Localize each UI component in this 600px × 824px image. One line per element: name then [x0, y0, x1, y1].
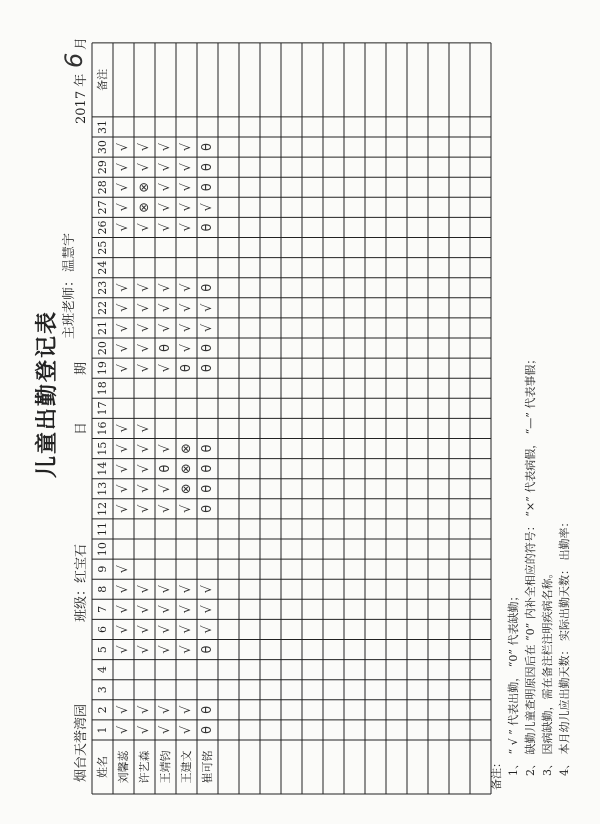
day-header: 30 [96, 140, 109, 155]
attendance-mark: √ [116, 303, 131, 313]
attendance-mark: ⊗ [179, 443, 194, 455]
day-header: 21 [96, 320, 109, 335]
attendance-mark: θ [200, 705, 215, 714]
day-header: 18 [96, 381, 109, 396]
attendance-mark: θ [200, 223, 215, 232]
attendance-mark: √ [116, 142, 131, 152]
day-header: 7 [96, 605, 109, 613]
day-header: 19 [96, 361, 109, 376]
day-header: 8 [96, 585, 109, 593]
attendance-mark: √ [137, 605, 152, 614]
attendance-mark: θ [200, 183, 215, 192]
attendance-mark: √ [179, 303, 194, 313]
attendance-mark: √ [137, 142, 152, 152]
attendance-mark: √ [137, 504, 152, 514]
attendance-mark: √ [158, 725, 173, 735]
student-name: 崔可铭 [201, 750, 214, 784]
attendance-mark: θ [200, 464, 215, 473]
attendance-mark: √ [137, 705, 152, 715]
day-header: 2 [96, 706, 109, 714]
attendance-mark: √ [179, 203, 194, 212]
attendance-mark: √ [200, 203, 215, 212]
day-header: 6 [96, 625, 109, 633]
student-name: 王建文 [180, 750, 193, 784]
attendance-mark: √ [116, 364, 131, 373]
attendance-mark: √ [179, 585, 194, 594]
attendance-mark: √ [116, 444, 131, 453]
day-header: 14 [96, 461, 109, 476]
attendance-mark: √ [137, 424, 152, 433]
month-value: 6 [60, 52, 88, 68]
attendance-mark: θ [200, 283, 215, 292]
attendance-mark: √ [116, 504, 131, 514]
attendance-mark: √ [179, 645, 194, 654]
attendance-mark: θ [200, 484, 215, 493]
attendance-mark: √ [200, 625, 215, 634]
attendance-mark: √ [116, 223, 131, 232]
attendance-mark: √ [179, 183, 194, 192]
attendance-mark: √ [158, 183, 173, 192]
attendance-mark: √ [116, 464, 131, 473]
day-header: 16 [96, 421, 109, 436]
attendance-mark: √ [179, 605, 194, 614]
attendance-mark: √ [116, 565, 131, 574]
class-label: 班级：红宝石 [74, 543, 89, 622]
attendance-mark: √ [116, 645, 131, 654]
page-title: 儿童出勤登记表 [34, 309, 60, 478]
attendance-mark: ⊗ [137, 201, 152, 213]
attendance-mark: √ [179, 343, 194, 353]
day-header: 3 [96, 686, 109, 694]
attendance-mark: √ [158, 203, 173, 212]
day-header: 23 [96, 280, 109, 295]
subtitle-period: 期 [74, 361, 89, 375]
attendance-mark: √ [116, 343, 131, 353]
attendance-mark: θ [200, 344, 215, 353]
day-header: 11 [96, 521, 109, 536]
day-header: 25 [96, 240, 109, 255]
attendance-mark: √ [158, 444, 173, 453]
day-header: 31 [96, 119, 109, 134]
notes-heading: 备注： [490, 757, 503, 790]
day-header: 15 [96, 441, 109, 456]
student-name: 许艺森 [138, 750, 151, 784]
day-header: 22 [96, 300, 109, 315]
attendance-mark: √ [137, 484, 152, 493]
attendance-mark: θ [200, 504, 215, 513]
attendance-mark: √ [179, 283, 194, 292]
day-header: 28 [96, 180, 109, 195]
attendance-mark: √ [200, 303, 215, 313]
attendance-mark: √ [116, 625, 131, 634]
note-3: 3、 因病缺勤，需在备注栏注明疾病名称。 [541, 567, 554, 776]
attendance-mark: √ [158, 705, 173, 715]
attendance-mark: θ [200, 645, 215, 654]
notes-block [488, 354, 573, 790]
attendance-mark: √ [137, 364, 152, 373]
attendance-mark: θ [200, 364, 215, 373]
note-2: 2、 缺勤儿童查明原因后在 “0” 内补全相应的符号： “×” 代表病假， “—” 代表事假； [524, 353, 537, 776]
teacher-label: 主班老师： [62, 273, 77, 339]
attendance-mark: √ [116, 605, 131, 614]
attendance-mark: θ [200, 163, 215, 172]
year-label: 2017 年 [74, 73, 89, 124]
attendance-mark: √ [116, 323, 131, 333]
attendance-mark: √ [158, 364, 173, 373]
attendance-mark: √ [137, 444, 152, 453]
attendance-mark: θ [200, 143, 215, 152]
attendance-mark: √ [137, 323, 152, 333]
attendance-mark: √ [179, 142, 194, 152]
attendance-mark: √ [116, 163, 131, 172]
day-header: 27 [96, 200, 109, 215]
attendance-mark: √ [158, 504, 173, 514]
attendance-mark: √ [137, 303, 152, 313]
attendance-mark: θ [158, 464, 173, 473]
attendance-mark: √ [158, 645, 173, 654]
attendance-mark: √ [116, 705, 131, 715]
attendance-mark: √ [116, 725, 131, 735]
day-header: 20 [96, 341, 109, 356]
name-header: 姓名 [96, 756, 109, 778]
attendance-mark: √ [158, 283, 173, 292]
attendance-mark: √ [137, 464, 152, 473]
day-header: 1 [96, 726, 109, 734]
attendance-mark: √ [179, 504, 194, 514]
attendance-mark: ⊗ [179, 483, 194, 495]
attendance-mark: √ [200, 585, 215, 594]
attendance-mark: √ [179, 163, 194, 172]
attendance-mark: √ [179, 725, 194, 735]
day-header: 5 [96, 646, 109, 654]
attendance-mark: ⊗ [137, 181, 152, 193]
attendance-mark: θ [200, 725, 215, 734]
attendance-mark: θ [179, 364, 194, 373]
attendance-mark: θ [200, 444, 215, 453]
attendance-mark: √ [179, 625, 194, 634]
attendance-mark: √ [116, 484, 131, 493]
attendance-mark: √ [116, 283, 131, 292]
attendance-mark: √ [116, 424, 131, 433]
attendance-mark: √ [116, 203, 131, 212]
attendance-mark: √ [137, 625, 152, 634]
attendance-mark: √ [179, 705, 194, 715]
attendance-mark: √ [179, 223, 194, 232]
attendance-mark: √ [137, 343, 152, 353]
student-name: 刘馨蕊 [117, 750, 130, 784]
day-header: 17 [96, 401, 109, 416]
attendance-mark: √ [158, 303, 173, 313]
day-header: 24 [96, 260, 109, 275]
attendance-mark: √ [158, 142, 173, 152]
attendance-mark: √ [158, 323, 173, 333]
teacher-name: 温慧宇 [62, 232, 77, 272]
day-header: 13 [96, 481, 109, 496]
attendance-mark: √ [158, 605, 173, 614]
day-header: 9 [96, 565, 109, 573]
attendance-mark: √ [116, 585, 131, 594]
note-1: 1、 “ √ ” 代表出勤， “0” 代表缺勤； [507, 590, 520, 776]
attendance-mark: √ [158, 484, 173, 493]
remark-header: 备注 [96, 68, 109, 91]
attendance-mark: √ [158, 625, 173, 634]
attendance-mark: √ [158, 585, 173, 594]
note-4: 4、 本月幼儿应出勤天数： 实际出勤天数： 出勤率： [558, 516, 571, 776]
attendance-mark: √ [137, 725, 152, 735]
attendance-mark: ⊗ [179, 463, 194, 475]
kindergarten-name: 烟台天誉湾园 [74, 703, 89, 782]
attendance-mark: √ [137, 585, 152, 594]
attendance-mark: √ [137, 283, 152, 292]
day-header: 10 [96, 542, 109, 557]
attendance-mark: √ [116, 183, 131, 192]
day-header: 4 [96, 666, 109, 674]
day-header: 12 [96, 501, 109, 516]
day-header: 29 [96, 160, 109, 175]
student-name: 王靖钧 [159, 750, 172, 784]
attendance-mark: √ [158, 163, 173, 172]
month-label: 月 [74, 36, 89, 50]
attendance-mark: √ [200, 323, 215, 333]
attendance-mark: √ [137, 223, 152, 232]
attendance-mark: √ [200, 605, 215, 614]
attendance-mark: √ [158, 223, 173, 232]
attendance-mark: √ [137, 645, 152, 654]
attendance-mark: √ [137, 163, 152, 172]
attendance-mark: θ [158, 344, 173, 353]
subtitle-day: 日 [74, 421, 89, 435]
attendance-mark: √ [179, 323, 194, 333]
day-header: 26 [96, 220, 109, 235]
